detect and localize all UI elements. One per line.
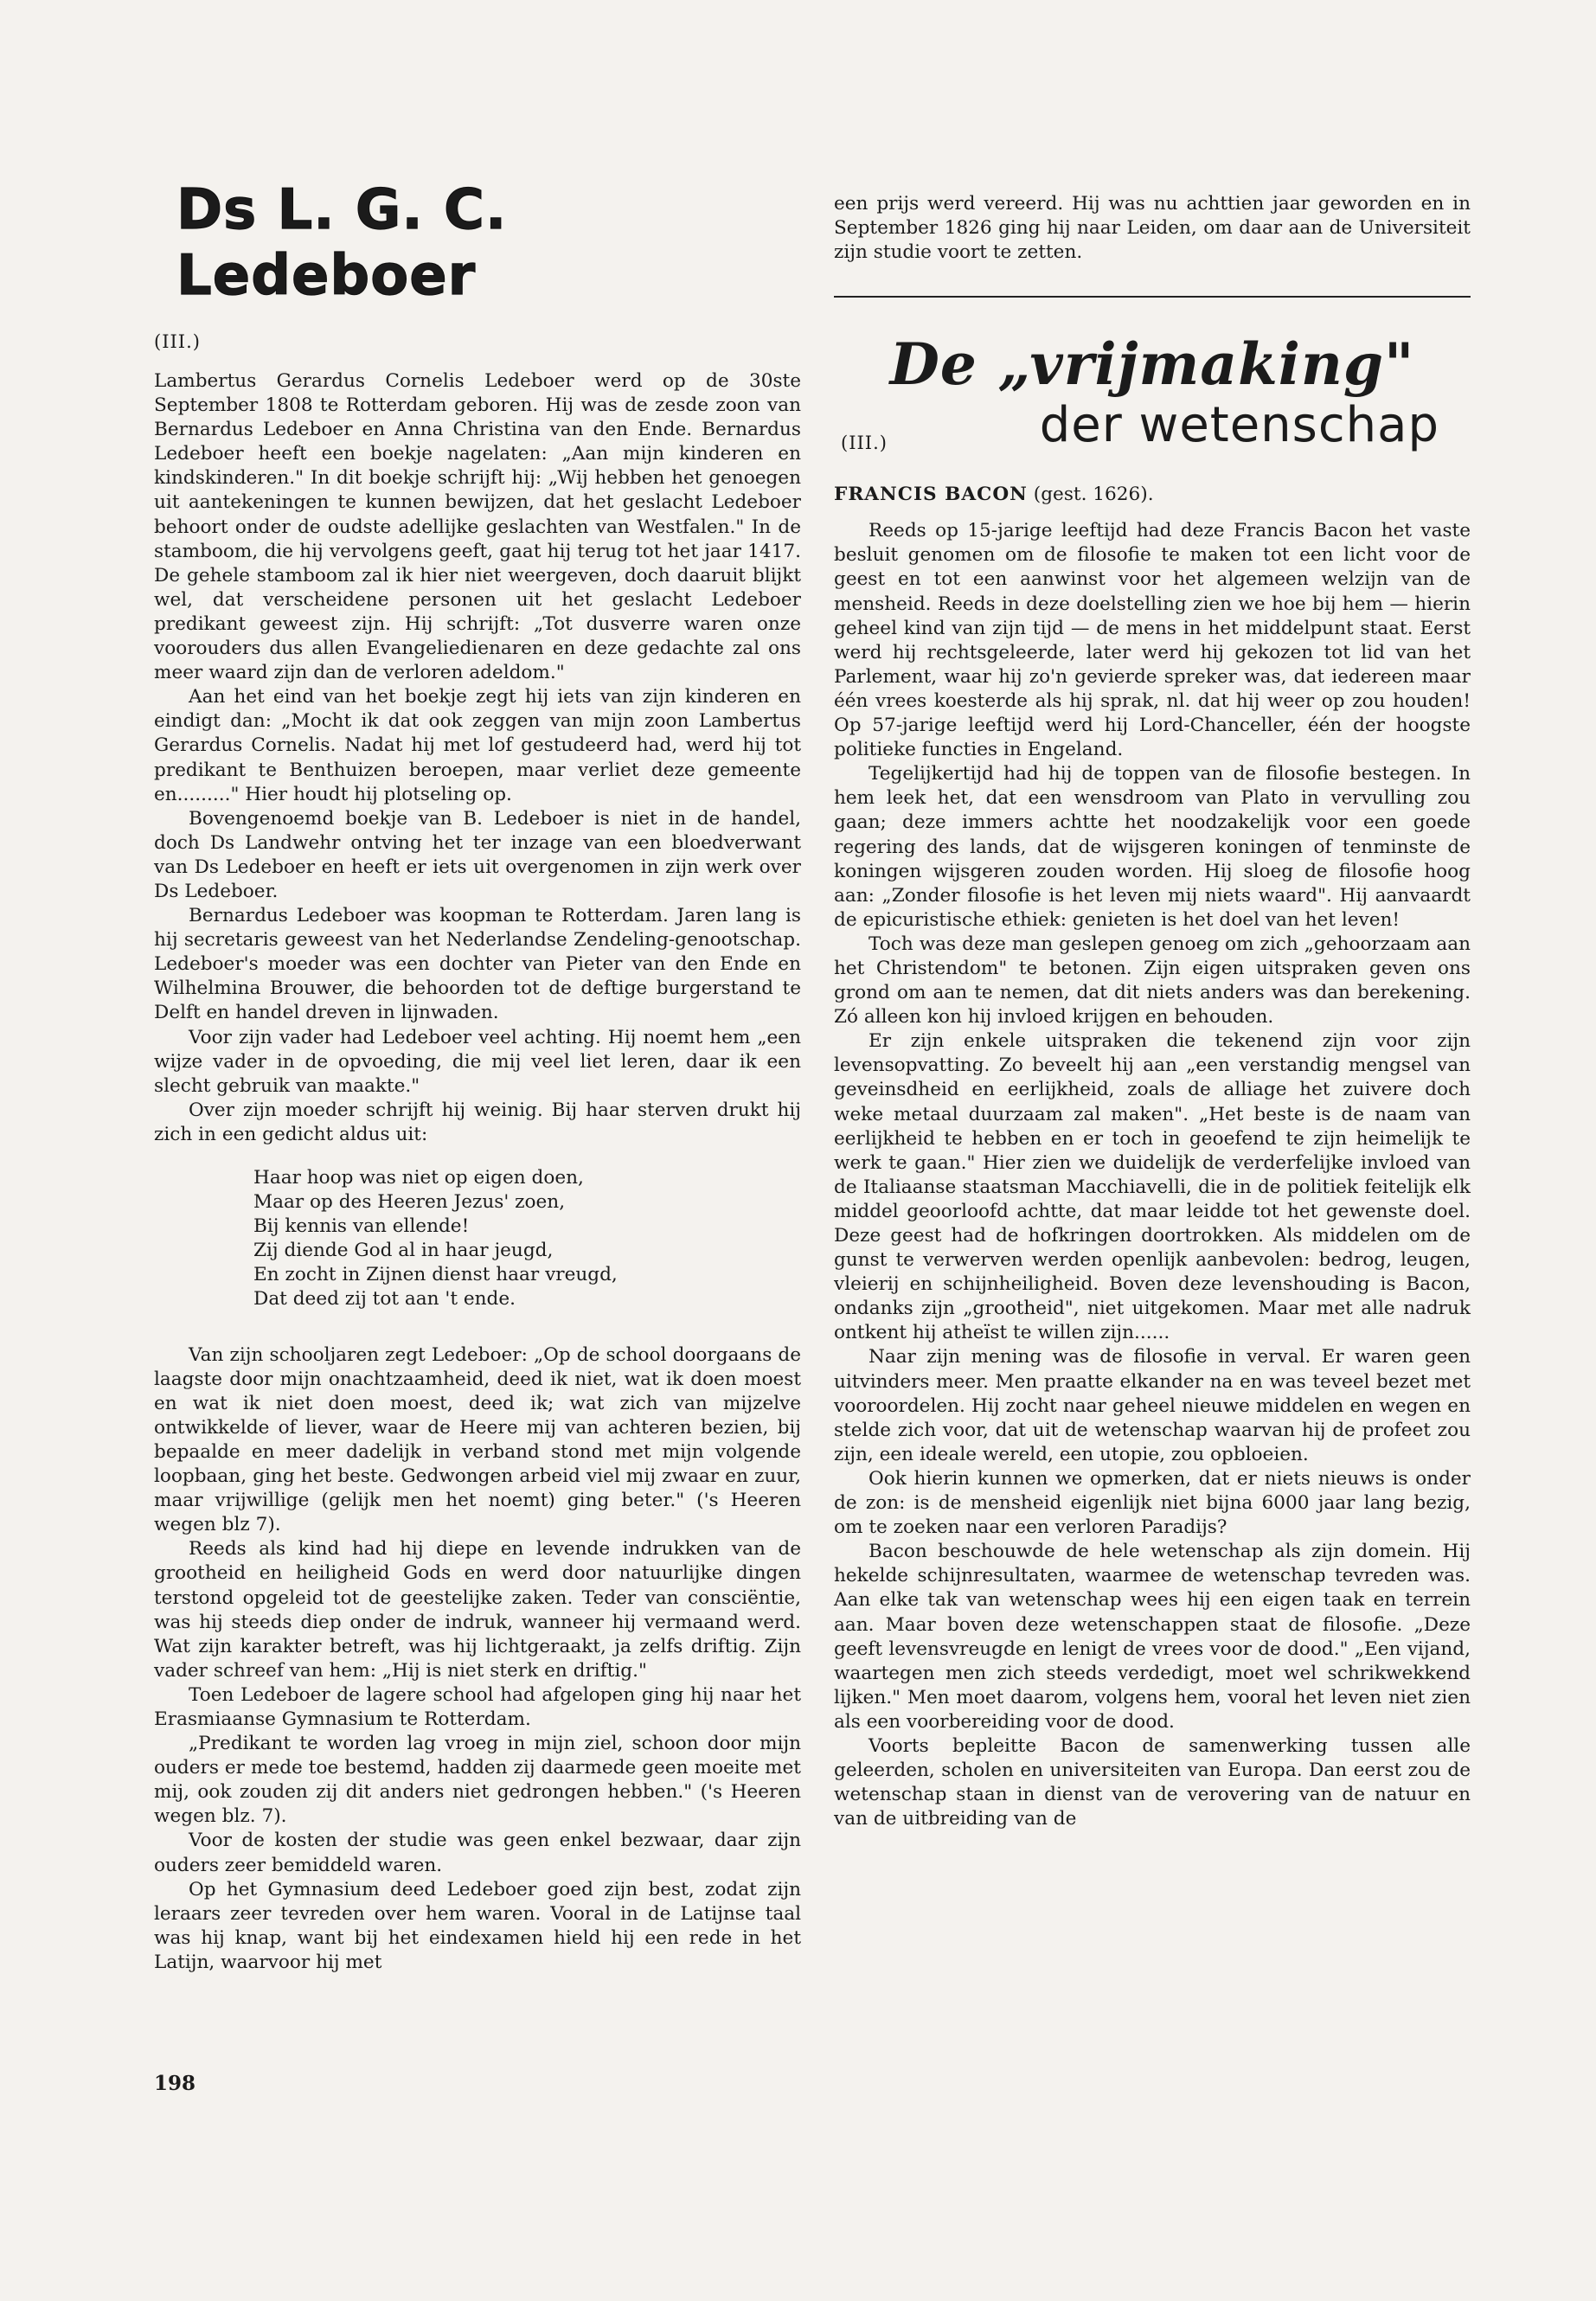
poem-line: Maar op des Heeren Jezus' zoen,: [253, 1191, 566, 1214]
series-number: (III.): [154, 331, 201, 352]
paragraph: Bacon beschouwde de hele wetenschap als zijn domein. Hij hekelde schijnresultaten, waarmee de wetenschap tevreden was. Aan elke tak van wetenschap wees hij een eigen taak en terrein aan. Maar boven deze wetenschappen staat de filosofie. „Deze geeft levensvreugde en lenigt de vrees voor de dood." „Een vijand, waartegen men zich steeds verdedigt, moet wel schrikwekkend lijken." Men moet daarom, volgens hem, vooral het leven niet zien als een voorbereiding voor de dood.: [834, 1541, 1471, 1733]
poem-line: Bij kennis van ellende!: [253, 1215, 470, 1238]
poem: [253, 1166, 801, 1312]
paragraph: „Predikant te worden lag vroeg in mijn ziel, schoon door mijn ouders er mede toe bestemd, hadden zij daarmede geen moeite met mij, ook zouden zij dit anders niet gedrongen hebben." ('s Heeren wegen blz. 7).: [154, 1733, 801, 1828]
paragraph: Voor de kosten der studie was geen enkel bezwaar, daar zijn ouders zeer bemiddeld waren.: [154, 1830, 801, 1876]
subhead-name: FRANCIS BACON: [834, 484, 1028, 506]
poem-line: Zij diende God al in haar jeugd,: [253, 1240, 554, 1262]
series-number: (III.): [841, 433, 888, 454]
poem-line: Haar hoop was niet op eigen doen,: [253, 1167, 584, 1189]
subhead-date: (gest. 1626).: [1033, 484, 1154, 506]
paragraph: Voor zijn vader had Ledeboer veel achting. Hij noemt hem „een wijze vader in de opvoeding, die mij veel liet leren, daar ik een slecht gebruik van maakte.": [154, 1026, 801, 1097]
paragraph: Op het Gymnasium deed Ledeboer goed zijn best, zodat zijn leraars zeer tevreden over hem waren. Vooral in de Latijnse taal was hij knap, want bij het eindexamen hield hij een rede in het Latijn, waarvoor hij met: [154, 1878, 801, 1973]
poem-line: Dat deed zij tot aan 't ende.: [253, 1288, 516, 1311]
continuation-paragraph: een prijs werd vereerd. Hij was nu achttien jaar geworden en in September 1826 ging hij naar Leiden, om daar aan de Universiteit zijn studie voort te zetten.: [834, 193, 1471, 264]
left-column: [154, 177, 801, 1975]
article-subtitle: der wetenschap: [1039, 397, 1439, 454]
paragraph: Er zijn enkele uitspraken die tekenend zijn voor zijn levensopvatting. Zo beveelt hij aan „een verstandig mengsel van geveinsdheid en eerlijkheid, zoals de alliage het zuivere doch weke metaal duurzaam zal maken". „Het beste is de naam van eerlijkheid te hebben en er toch in geoefend te zijn heimelijk te werk te gaan." Hier zien we duidelijk de verderfelijke invloed van de Italiaanse staatsman Macchiavelli, die in de politiek feitelijk elk middel geoorloofd achtte, dat maar leidde tot het gewenste doel. Deze geest had de hofkringen doortrokken. Als middelen om de gunst te verwerven werden openlijk aanbevolen: bedrog, leugen, vleierij en schijnheiligheid. Boven deze levenshouding is Bacon, ondanks zijn „grootheid", niet uitgekomen. Maar met alle nadruk ontkent hij atheïst te willen zijn......: [834, 1030, 1471, 1344]
paragraph: Ook hierin kunnen we opmerken, dat er niets nieuws is onder de zon: is de mensheid eigenlijk niet bijna 6000 jaar lang bezig, om te zoeken naar een verloren Paradijs?: [834, 1467, 1471, 1539]
paragraph: Tegelijkertijd had hij de toppen van de filosofie bestegen. In hem leek het, dat een wensdroom van Plato in vervulling zou gaan; deze immers achtte het noodzakelijk voor een goede regering des lands, dat de wijsgeren koningen of tenminste de koningen wijsgeren zouden worden. Hij sloeg de filosofie hoog aan: „Zonder filosofie is het leven mij niets waard". Hij aanvaardt de epicuristische ethiek: genieten is het doel van het leven!: [834, 763, 1471, 931]
paragraph: Bernardus Ledeboer was koopman te Rotterdam. Jaren lang is hij secretaris geweest van het Nederlandse Zendeling-genootschap. Ledeboer's moeder was een dochter van Pieter van den Ende en Wilhelmina Brouwer, die behoorden tot de deftige burgerstand te Delft en handel dreven in lijnwaden.: [154, 905, 801, 1024]
paragraph: Naar zijn mening was de filosofie in verval. Er waren geen uitvinders meer. Men praatte elkander na en was teveel bezet met vooroordelen. Hij zocht naar geheel nieuwe middelen en wegen en stelde zich voor, dat uit de wetenschap waarvan hij de profeet zou zijn, een ideale wereld, een utopie, zou opbloeien.: [834, 1346, 1471, 1465]
paragraph: Voorts bepleitte Bacon de samenwerking tussen alle geleerden, scholen en universiteiten van Europa. Dan eerst zou de wetenschap staan in dienst van de verovering van de natuur en van de uitbreiding van de: [834, 1734, 1471, 1830]
paragraph: Reeds als kind had hij diepe en levende indrukken van de grootheid en heiligheid Gods en werd door natuurlijke dingen terstond opgeleid tot de geestelijke zaken. Teder van consciëntie, was hij steeds diep onder de indruk, wanneer hij vermaand werd. Wat zijn karakter betreft, was hij lichtgeraakt, ja zelfs driftig. Zijn vader schreef van hem: „Hij is niet sterk en driftig.": [154, 1538, 801, 1682]
page-number: 198: [154, 2072, 196, 2095]
section-subhead: [834, 483, 1471, 507]
paragraph: Reeds op 15-jarige leeftijd had deze Francis Bacon het vaste besluit genomen om de filosofie te maken tot een licht voor de geest en tot een aanwinst voor het algemeen welzijn van de mensheid. Reeds in deze doelstelling zien we hoe bij hem — hierin geheel kind van zijn tijd — de mens in het middelpunt staat. Eerst werd hij rechtsgeleerde, later werd hij gekozen tot lid van het Parlement, waar hij zo'n gevierde spreker was, dat iedereen maar één vrees koesterde als hij sprak, nl. dat hij weer op zou houden! Op 57-jarige leeftijd werd hij Lord-Chanceller, één der hoogste politieke functies in Engeland.: [834, 520, 1471, 761]
paragraph: Van zijn schooljaren zegt Ledeboer: „Op de school doorgaans de laagste door mijn onachtzaamheid, deed ik niet, wat ik doen moest en wat ik niet doen moest, deed ik; wat zich van mijzelve ontwikkelde of liever, waar de Heere mij van achteren bezien, bij bepaalde en meer dadelijk in verband stond met mijn volgende loopbaan, ging het beste. Gedwongen arbeid viel mij zwaar en zuur, maar vrijwillige (gelijk men het noemt) ging beter." ('s Heeren wegen blz 7).: [154, 1343, 801, 1536]
paragraph: Aan het eind van het boekje zegt hij iets van zijn kinderen en eindigt dan: „Mocht ik dat ook zeggen van mijn zoon Lambertus Gerardus Cornelis. Nadat hij met lof gestudeerd had, werd hij tot predikant te Benthuizen beroepen, maar verliet deze gemeente en........." Hier houdt hij plotseling op.: [154, 686, 801, 805]
paragraph: Toen Ledeboer de lagere school had afgelopen ging hij naar het Erasmiaanse Gymnasium te Rotterdam.: [154, 1683, 801, 1730]
poem-line: En zocht in Zijnen dienst haar vreugd,: [253, 1264, 618, 1286]
paragraph: Over zijn moeder schrijft hij weinig. Bij haar sterven drukt hij zich in een gedicht aldus uit:: [154, 1099, 801, 1145]
article-title-ledeboer: Ds L. G. C. Ledeboer: [176, 178, 508, 308]
right-column: [834, 192, 1471, 1831]
paragraph: Lambertus Gerardus Cornelis Ledeboer werd op de 30ste September 1808 te Rotterdam geboren. Hij was de zesde zoon van Bernardus Ledeboer en Anna Christina van den Ende. Bernardus Ledeboer heeft een boekje nagelaten: „Aan mijn kinderen en kindskinderen." In dit boekje schrijft hij: „Wij hebben het genoegen uit aantekeningen te kunnen bewijzen, dat het geslacht Ledeboer behoort onder de oudste adellijke geslachten van Westfalen." In de stamboom, die hij vervolgens geeft, gaat hij terug tot het jaar 1417. De gehele stamboom zal ik hier niet weergeven, doch daaruit blijkt wel, dat verscheidene personen uit het geslacht Ledeboer predikant geweest zijn. Hij schrijft: „Tot dusverre waren onze voorouders dus allen Evangeliedienaren en deze gedachte zal ons meer waard zijn dan de verloren adeldom.": [154, 370, 801, 684]
paragraph: Toch was deze man geslepen genoeg om zich „gehoorzaam aan het Christendom" te betonen. Zijn eigen uitspraken geven ons grond om aan te nemen, dat dit niets anders was dan berekening. Zó alleen kon hij invloed krijgen en behouden.: [834, 933, 1471, 1029]
paragraph: Bovengenoemd boekje van B. Ledeboer is niet in de handel, doch Ds Landwehr ontving het ter inzage van een bloedverwant van Ds Ledeboer en heeft er iets uit overgenomen in zijn werk over Ds Ledeboer.: [154, 807, 801, 902]
section-divider: [834, 296, 1471, 298]
article-title-vrijmaking: De „vrijmaking": [889, 330, 1415, 399]
